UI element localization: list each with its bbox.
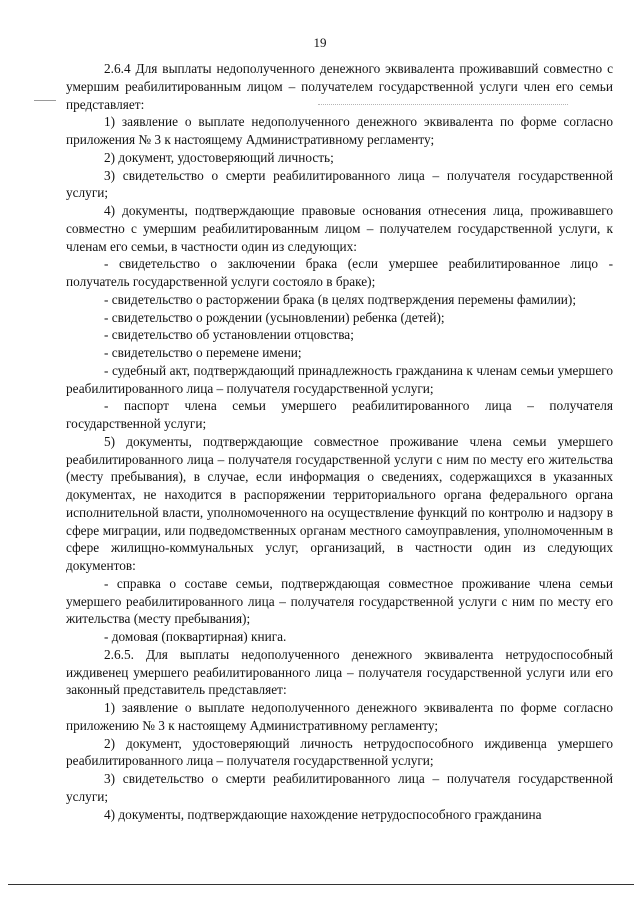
list-item: 2) документ, удостоверяющий личность нетрудоспособного иждивенца умершего реабилитированного лица – получателя государственной услуги; bbox=[66, 735, 613, 769]
list-item: 4) документы, подтверждающие нахождение нетрудоспособного гражданина bbox=[104, 806, 542, 822]
paragraph-2-6-4: 2.6.4 Для выплаты недополученного денежного эквивалента проживавший совместно с умершим реабилитированным лицом – получателем государственной услуги член его семьи представляет: bbox=[66, 61, 613, 112]
list-item: 5) документы, подтверждающие совместное проживание члена семьи умершего реабилитированного лица – получателя государственной услуги с ним по месту его жительства (месту пребывания), в случае, если информация о сведениях, содержащихся в указанных документах, не находится в распоряжении территориального органа федерального органа исполнительной власти, уполномоченного на осуществление функций по контролю и надзору в сфере миграции, или подведомственных органам местного самоуправления, уполномоченным в сфере жилищно-коммунальных услуг, организаций, в частности один из следующих документов: bbox=[66, 433, 613, 573]
list-item: - свидетельство о перемене имени; bbox=[104, 345, 302, 360]
document-body bbox=[66, 60, 613, 823]
list-item: 2) документ, удостоверяющий личность; bbox=[104, 149, 334, 165]
page-bottom-rule bbox=[8, 884, 634, 885]
page-number: 19 bbox=[313, 35, 327, 50]
list-item: 3) свидетельство о смерти реабилитированного лица – получателя государственной услуги; bbox=[66, 167, 613, 201]
list-item: - судебный акт, подтверждающий принадлежность гражданина к членам семьи умершего реабилитированного лица – получателя государственной услуги; bbox=[66, 362, 613, 396]
list-item: - свидетельство о заключении брака (если умершее реабилитированное лицо - получатель государственной услуги состояло в браке); bbox=[66, 256, 613, 289]
list-item: - свидетельство о расторжении брака (в целях подтверждения перемены фамилии); bbox=[104, 291, 577, 307]
list-item: 1) заявление о выплате недополученного денежного эквивалента по форме согласно приложения № 3 к настоящему Административному регламенту; bbox=[66, 114, 613, 147]
scan-artifact-mark bbox=[34, 100, 56, 101]
list-item: 4) документы, подтверждающие правовые основания отнесения лица, проживавшего совместно с умершим реабилитированным лицом – получателем государственной услуги, к членам его семьи, в частности один из следующих: bbox=[66, 203, 613, 254]
list-item: - свидетельство о рождении (усыновлении) ребенка (детей); bbox=[104, 309, 445, 325]
list-item: - свидетельство об установлении отцовства; bbox=[104, 327, 354, 343]
list-item: - справка о составе семьи, подтверждающая совместное проживание члена семьи умершего реабилитированного лица – получателя государственной услуги с ним по месту его жительства (месту пребывания); bbox=[66, 575, 613, 627]
list-item: 3) свидетельство о смерти реабилитированного лица – получателя государственной услуги; bbox=[66, 771, 613, 804]
paragraph-2-6-5: 2.6.5. Для выплаты недополученного денежного эквивалента нетрудоспособный иждивенец умершего реабилитированного лица – получателя государственной услуги или его законный представитель представляет: bbox=[66, 646, 613, 698]
list-item: - паспорт члена семьи умершего реабилитированного лица – получателя государственной услуги; bbox=[66, 398, 613, 431]
list-item: - домовая (поквартирная) книга. bbox=[104, 629, 287, 644]
list-item: 1) заявление о выплате недополученного денежного эквивалента по форме согласно приложению № 3 к настоящему Административному регламенту; bbox=[66, 700, 613, 733]
